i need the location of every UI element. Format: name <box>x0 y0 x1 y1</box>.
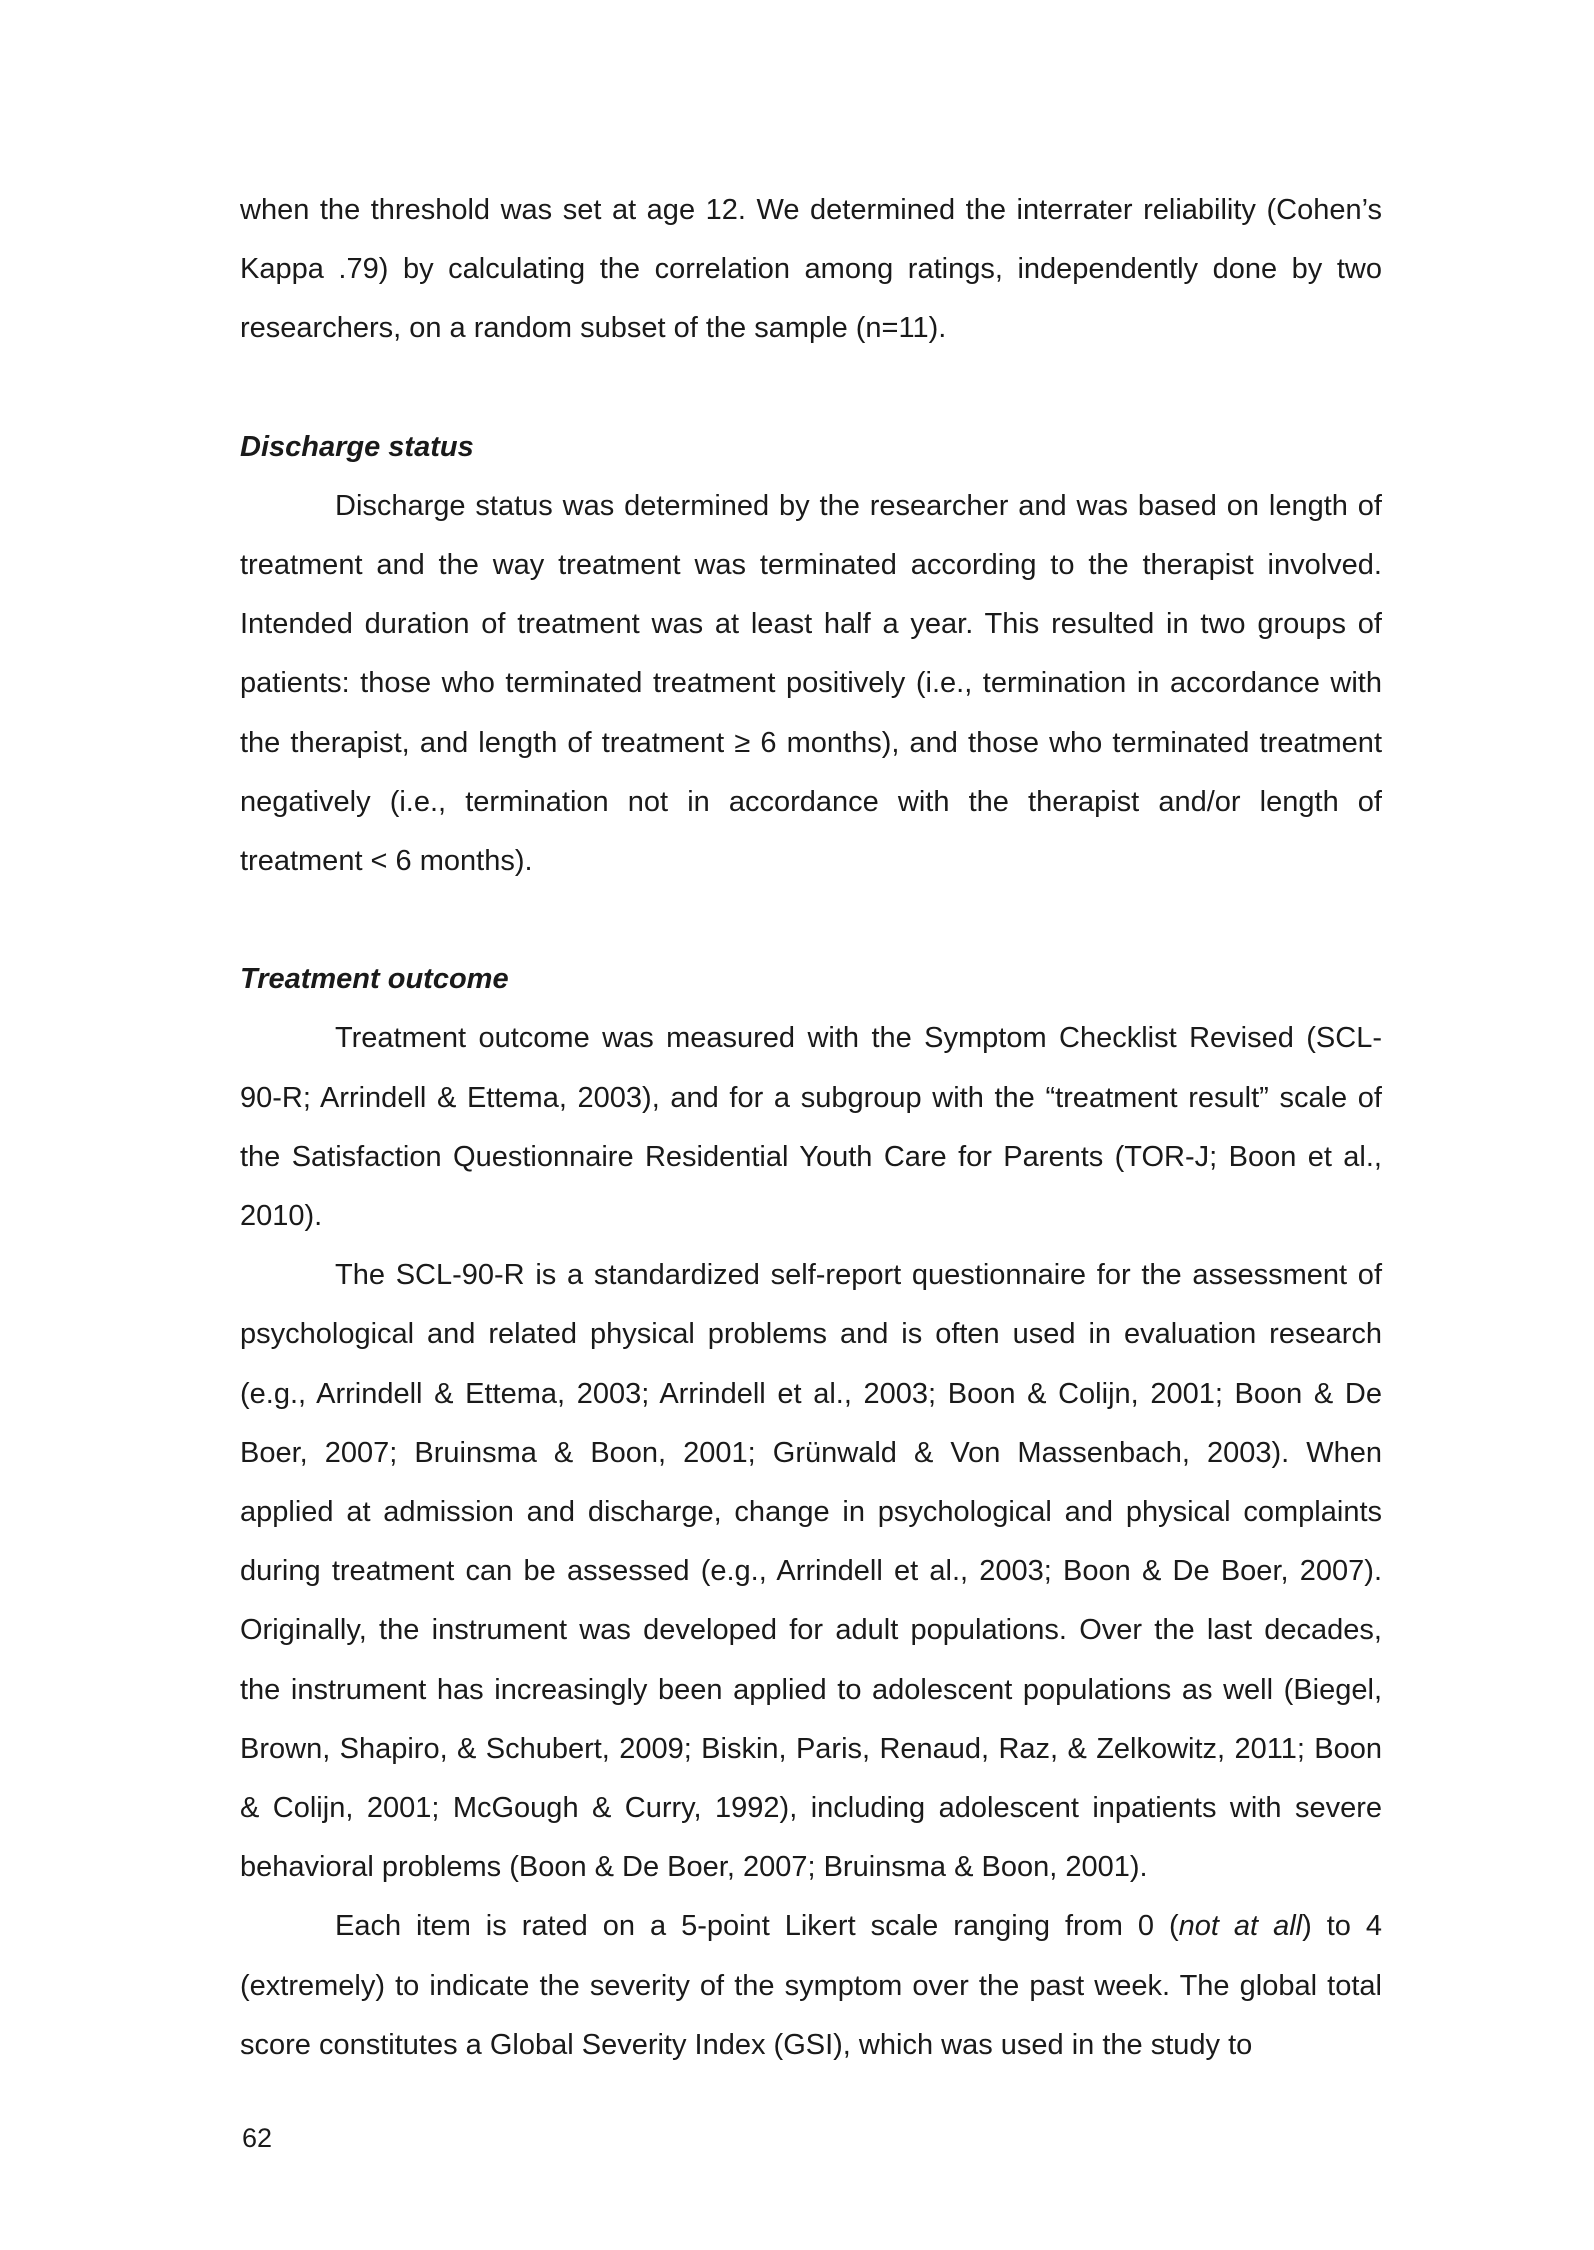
intro-paragraph: when the threshold was set at age 12. We determined the interrater reliability (Cohen’s Kappa .79) by calculating the correlation among ratings, independently done by two researchers, on a random subset of the sample (n=11). <box>240 194 1382 345</box>
likert-scale-paragraph <box>240 1897 1382 2075</box>
likert-text-before: Each item is rated on a 5-point Likert scale ranging from 0 ( <box>335 1910 1179 1943</box>
section-heading-discharge-status: Discharge status <box>240 430 474 463</box>
section-gap <box>240 359 1382 418</box>
page-body <box>240 181 1382 2075</box>
scl-90-r-paragraph: The SCL-90-R is a standardized self-report questionnaire for the assessment of psychological and related physical problems and is often used in evaluation research (e.g., Arrindell & Ettema, 2003; Arrindell et al., 2003; Boon & Colijn, 2001; Boon & De Boer, 2007; Bruinsma & Boon, 2001; Grünwald & Von Massenbach, 2003). When applied at admission and discharge, change in psychological and physical complaints during treatment can be assessed (e.g., Arrindell et al., 2003; Boon & De Boer, 2007). Originally, the instrument was developed for adult populations. Over the last decades, the instrument has increasingly been applied to adolescent populations as well (Biegel, Brown, Shapiro, & Schubert, 2009; Biskin, Paris, Renaud, Raz, & Zelkowitz, 2011; Boon & Colijn, 2001; McGough & Curry, 1992), including adolescent inpatients with severe behavioral problems (Boon & De Boer, 2007; Bruinsma & Boon, 2001). <box>240 1259 1382 1884</box>
page-number: 62 <box>242 2123 273 2153</box>
treatment-outcome-paragraph: Treatment outcome was measured with the Symptom Checklist Revised (SCL-90-R; Arrindell & Ettema, 2003), and for a subgroup with the “treatment result” scale of the Satisfaction Questionnaire Residential Youth Care for Parents (TOR-J; Boon et al., 2010). <box>240 1022 1382 1233</box>
section-gap <box>240 891 1382 950</box>
discharge-status-paragraph: Discharge status was determined by the researcher and was based on length of treatment and the way treatment was terminated according to the therapist involved. Intended duration of treatment was at least half a year. This resulted in two groups of patients: those who terminated treatment positively (i.e., termination in accordance with the therapist, and length of treatment ≥ 6 months), and those who terminated treatment negatively (i.e., termination not in accordance with the therapist and/or length of treatment < 6 months). <box>240 489 1382 878</box>
likert-emphasis: not at all <box>1178 1910 1303 1943</box>
section-heading-treatment-outcome: Treatment outcome <box>240 963 509 996</box>
likert-text-after: ) to 4 (extremely) to indicate the severity of the symptom over the past week. The global total score constitutes a Global Severity Index (GSI), which was used in the study to <box>240 1910 1382 2061</box>
